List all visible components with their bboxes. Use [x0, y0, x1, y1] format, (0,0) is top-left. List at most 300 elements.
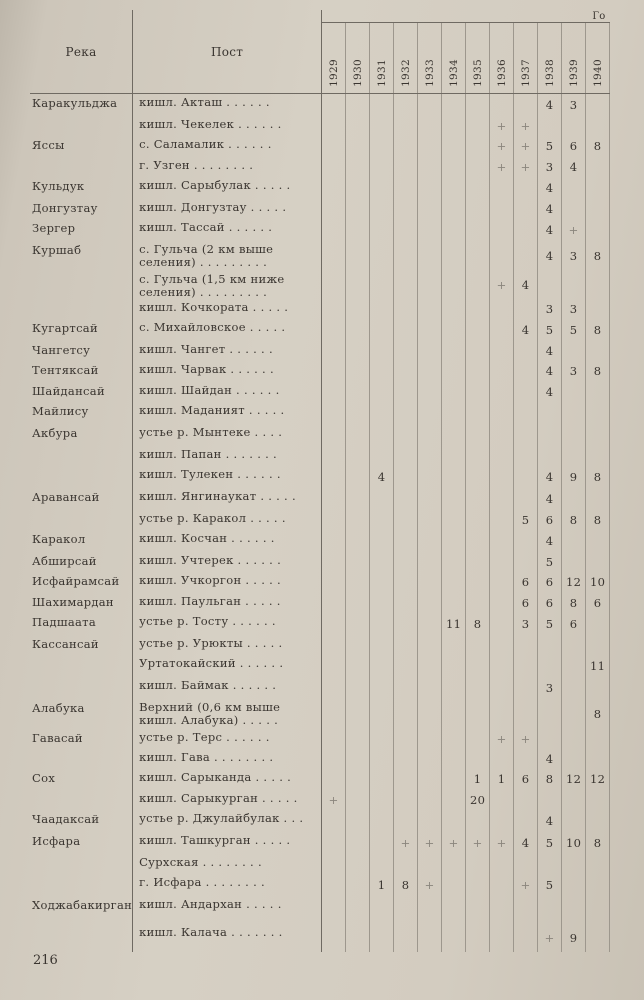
year-value-cell	[418, 382, 442, 402]
year-value-cell	[346, 874, 370, 896]
post-cell: кишл. Чарвак . . . . . .	[133, 361, 322, 382]
year-value-cell	[394, 924, 418, 952]
year-value-cell	[562, 341, 586, 361]
year-value-cell	[514, 177, 538, 199]
year-value-cell: 8	[586, 699, 610, 729]
year-value-cell	[442, 729, 466, 749]
year-value-cell	[490, 424, 514, 446]
table-body	[30, 94, 610, 952]
year-value-cell	[322, 530, 346, 552]
year-value-cell: 8	[586, 136, 610, 157]
year-value-cell	[514, 699, 538, 729]
year-value-cell: 6	[514, 769, 538, 790]
year-value-cell: 5	[538, 613, 562, 635]
year-value-cell: 1	[490, 769, 514, 790]
year-value-cell	[514, 488, 538, 510]
year-value-cell	[466, 677, 490, 699]
year-value-cell	[322, 446, 346, 466]
year-value-cell	[466, 552, 490, 572]
year-value-cell: 11	[586, 655, 610, 677]
year-value-cell	[370, 319, 394, 341]
table-row	[30, 382, 610, 402]
year-value-cell	[370, 382, 394, 402]
year-value-cell	[514, 299, 538, 319]
year-value-cell	[442, 402, 466, 424]
year-value-cell	[586, 896, 610, 924]
year-value-cell	[418, 790, 442, 810]
year-value-cell	[322, 157, 346, 177]
table-row	[30, 199, 610, 219]
year-value-cell	[442, 136, 466, 157]
table-row	[30, 319, 610, 341]
year-value-cell	[466, 361, 490, 382]
year-value-cell	[346, 424, 370, 446]
year-value-cell	[346, 854, 370, 874]
year-value-cell	[346, 677, 370, 699]
post-cell: кишл. Сарыкурган . . . . .	[133, 790, 322, 810]
year-value-cell	[514, 677, 538, 699]
year-value-cell	[394, 319, 418, 341]
year-value-cell	[370, 116, 394, 136]
page-number: 216	[33, 953, 58, 968]
year-value-cell	[538, 402, 562, 424]
year-value-cell	[490, 199, 514, 219]
year-value-cell	[418, 466, 442, 488]
year-value-cell	[346, 116, 370, 136]
year-value-cell: 9	[562, 466, 586, 488]
year-value-cell	[586, 271, 610, 299]
river-cell	[30, 677, 133, 699]
year-value-cell	[490, 655, 514, 677]
table-row	[30, 699, 610, 729]
year-value-cell	[538, 446, 562, 466]
table-row	[30, 729, 610, 749]
river-cell	[30, 299, 133, 319]
table-row	[30, 854, 610, 874]
year-value-cell: 4	[370, 466, 394, 488]
year-value-cell	[490, 896, 514, 924]
year-value-cell: 8	[586, 832, 610, 854]
year-value-cell	[442, 199, 466, 219]
year-value-cell	[466, 241, 490, 271]
post-cell: г. Исфара . . . . . . . .	[133, 874, 322, 896]
year-value-cell	[370, 299, 394, 319]
year-value-cell: 4	[514, 319, 538, 341]
year-value-cell	[346, 832, 370, 854]
year-value-cell	[442, 488, 466, 510]
observation-years-table	[30, 10, 610, 952]
year-value-cell	[322, 699, 346, 729]
year-value-cell	[322, 552, 346, 572]
year-value-cell: 4	[538, 530, 562, 552]
year-value-cell	[418, 593, 442, 613]
year-value-cell: 20	[466, 790, 490, 810]
year-value-cell	[322, 319, 346, 341]
river-cell	[30, 116, 133, 136]
year-value-cell	[418, 402, 442, 424]
year-value-cell	[586, 552, 610, 572]
river-cell: Шайдансай	[30, 382, 133, 402]
year-value-cell	[346, 94, 370, 116]
year-value-cell	[346, 510, 370, 530]
year-value-cell	[490, 874, 514, 896]
year-value-cell	[490, 699, 514, 729]
year-value-cell	[562, 854, 586, 874]
year-value-cell	[322, 854, 346, 874]
year-value-cell	[562, 402, 586, 424]
year-value-cell	[466, 810, 490, 832]
year-value-cell: 12	[562, 769, 586, 790]
year-value-cell	[394, 510, 418, 530]
year-value-cell: 6	[586, 593, 610, 613]
year-value-cell	[586, 530, 610, 552]
year-value-cell	[346, 136, 370, 157]
year-value-cell: 4	[514, 271, 538, 299]
year-value-cell	[586, 677, 610, 699]
year-value-cell	[538, 655, 562, 677]
year-value-cell: 8	[586, 361, 610, 382]
year-value-cell	[442, 593, 466, 613]
year-value-cell	[394, 488, 418, 510]
year-value-cell: 6	[538, 593, 562, 613]
table-row	[30, 136, 610, 157]
year-value-cell	[466, 699, 490, 729]
year-value-cell	[322, 199, 346, 219]
year-value-cell	[418, 341, 442, 361]
year-value-cell	[562, 271, 586, 299]
year-value-cell	[466, 466, 490, 488]
year-value-cell	[418, 854, 442, 874]
year-value-cell	[466, 729, 490, 749]
year-value-cell	[562, 635, 586, 655]
year-value-cell	[418, 677, 442, 699]
year-value-cell	[586, 790, 610, 810]
year-value-cell	[514, 924, 538, 952]
year-value-cell	[370, 361, 394, 382]
year-value-cell	[466, 341, 490, 361]
year-value-cell: 6	[514, 593, 538, 613]
year-value-cell	[562, 424, 586, 446]
year-value-cell	[394, 299, 418, 319]
year-value-cell: 5	[538, 874, 562, 896]
river-cell: Зергер	[30, 219, 133, 241]
year-value-cell	[562, 177, 586, 199]
year-value-cell	[586, 924, 610, 952]
year-value-cell	[418, 488, 442, 510]
year-value-cell	[370, 157, 394, 177]
year-value-cell	[490, 488, 514, 510]
year-value-cell	[418, 655, 442, 677]
river-cell: Абширсай	[30, 552, 133, 572]
year-value-cell: 5	[514, 510, 538, 530]
year-value-cell: 11	[442, 613, 466, 635]
year-value-cell	[418, 510, 442, 530]
river-cell: Алабука	[30, 699, 133, 729]
year-value-cell	[418, 271, 442, 299]
post-cell: кишл. Косчан . . . . . .	[133, 530, 322, 552]
year-value-cell	[586, 749, 610, 769]
year-value-cell	[418, 446, 442, 466]
year-value-cell	[466, 874, 490, 896]
year-value-cell	[442, 655, 466, 677]
post-cell: кишл. Донгузтау . . . . .	[133, 199, 322, 219]
year-value-cell: +	[538, 924, 562, 952]
year-value-cell	[466, 382, 490, 402]
year-value-cell	[490, 790, 514, 810]
year-value-cell	[442, 361, 466, 382]
year-value-cell	[442, 241, 466, 271]
year-value-cell: 5	[562, 319, 586, 341]
year-value-cell	[346, 177, 370, 199]
year-value-cell	[466, 319, 490, 341]
year-value-cell	[370, 677, 394, 699]
year-value-cell: 4	[562, 157, 586, 177]
post-cell: с. Гульча (2 км выше селения) . . . . . . . . .	[133, 241, 322, 271]
year-value-cell	[418, 749, 442, 769]
year-value-cell	[538, 790, 562, 810]
year-value-cell	[346, 896, 370, 924]
year-value-cell	[538, 424, 562, 446]
table-row	[30, 446, 610, 466]
post-cell: устье р. Тосту . . . . . .	[133, 613, 322, 635]
year-value-cell: 4	[538, 94, 562, 116]
year-value-cell	[346, 219, 370, 241]
post-cell: с. Саламалик . . . . . .	[133, 136, 322, 157]
year-value-cell	[394, 271, 418, 299]
year-value-cell	[394, 552, 418, 572]
year-value-cell	[514, 382, 538, 402]
year-value-cell	[394, 613, 418, 635]
year-value-cell	[346, 530, 370, 552]
year-value-cell	[514, 790, 538, 810]
year-value-cell	[370, 424, 394, 446]
column-header-year: 1939	[562, 23, 586, 94]
year-value-cell	[418, 424, 442, 446]
year-value-cell	[394, 382, 418, 402]
year-value-cell	[466, 94, 490, 116]
year-value-cell: +	[514, 729, 538, 749]
river-cell: Падшаата	[30, 613, 133, 635]
year-value-cell	[394, 466, 418, 488]
year-value-cell	[370, 749, 394, 769]
year-value-cell	[322, 729, 346, 749]
year-value-cell	[346, 769, 370, 790]
year-value-cell	[394, 896, 418, 924]
year-value-cell	[490, 854, 514, 874]
year-value-cell	[442, 677, 466, 699]
table-row	[30, 874, 610, 896]
year-value-cell	[586, 219, 610, 241]
year-value-cell	[394, 790, 418, 810]
year-value-cell: 8	[538, 769, 562, 790]
year-value-cell	[418, 810, 442, 832]
year-value-cell	[346, 729, 370, 749]
year-value-cell	[586, 94, 610, 116]
year-value-cell: 8	[586, 510, 610, 530]
year-value-cell	[586, 157, 610, 177]
year-value-cell: 8	[394, 874, 418, 896]
year-value-cell	[442, 319, 466, 341]
year-value-cell	[322, 177, 346, 199]
year-value-cell	[418, 116, 442, 136]
table-row	[30, 94, 610, 116]
year-value-cell	[514, 854, 538, 874]
table-row	[30, 424, 610, 446]
river-cell: Чаадаксай	[30, 810, 133, 832]
river-cell: Ходжабакирган	[30, 896, 133, 924]
year-value-cell	[514, 655, 538, 677]
year-value-cell	[562, 199, 586, 219]
year-value-cell	[370, 924, 394, 952]
column-header-year: 1930	[346, 23, 370, 94]
year-value-cell	[490, 635, 514, 655]
year-value-cell	[562, 874, 586, 896]
year-value-cell	[322, 341, 346, 361]
year-value-cell	[394, 219, 418, 241]
river-cell: Тентяксай	[30, 361, 133, 382]
column-header-year: 1929	[322, 23, 346, 94]
year-value-cell	[442, 530, 466, 552]
post-cell: устье р. Терс . . . . . .	[133, 729, 322, 749]
year-value-cell	[418, 924, 442, 952]
year-value-cell	[418, 729, 442, 749]
table-row	[30, 271, 610, 299]
year-value-cell	[490, 613, 514, 635]
year-value-cell	[322, 219, 346, 241]
table-row	[30, 361, 610, 382]
year-value-cell: 9	[562, 924, 586, 952]
year-value-cell: 3	[562, 241, 586, 271]
river-cell: Шахимардан	[30, 593, 133, 613]
year-value-cell	[346, 241, 370, 271]
river-cell: Кульдук	[30, 177, 133, 199]
post-cell: с. Гульча (1,5 км ниже селения) . . . . . . . . .	[133, 271, 322, 299]
year-value-cell	[514, 241, 538, 271]
year-value-cell: +	[418, 832, 442, 854]
post-cell: кишл. Калача . . . . . . .	[133, 924, 322, 952]
table-row	[30, 655, 610, 677]
year-value-cell: 1	[370, 874, 394, 896]
year-value-cell	[490, 530, 514, 552]
year-value-cell	[394, 810, 418, 832]
river-cell	[30, 749, 133, 769]
year-value-cell	[394, 769, 418, 790]
year-value-cell	[322, 116, 346, 136]
year-value-cell	[586, 341, 610, 361]
table-row	[30, 896, 610, 924]
year-value-cell	[562, 116, 586, 136]
year-value-cell	[514, 530, 538, 552]
post-cell: кишл. Сарыканда . . . . .	[133, 769, 322, 790]
post-cell: Сурхская . . . . . . . .	[133, 854, 322, 874]
year-value-cell	[418, 157, 442, 177]
year-value-cell	[442, 116, 466, 136]
year-value-cell: 12	[586, 769, 610, 790]
year-value-cell	[394, 854, 418, 874]
post-cell: кишл. Янгинаукат . . . . .	[133, 488, 322, 510]
year-value-cell: 4	[538, 199, 562, 219]
year-value-cell	[394, 361, 418, 382]
year-value-cell	[586, 810, 610, 832]
year-value-cell	[562, 749, 586, 769]
table-row	[30, 677, 610, 699]
column-header-year: 1932	[394, 23, 418, 94]
table-row	[30, 488, 610, 510]
table-row	[30, 810, 610, 832]
year-value-cell	[322, 635, 346, 655]
year-value-cell	[490, 361, 514, 382]
table-row	[30, 924, 610, 952]
year-value-cell	[346, 655, 370, 677]
year-value-cell	[370, 810, 394, 832]
year-value-cell	[514, 361, 538, 382]
year-value-cell	[322, 510, 346, 530]
year-value-cell	[346, 446, 370, 466]
table-row	[30, 341, 610, 361]
year-value-cell: 4	[538, 219, 562, 241]
year-value-cell	[370, 854, 394, 874]
year-value-cell: 5	[538, 552, 562, 572]
year-value-cell	[466, 177, 490, 199]
year-value-cell	[466, 854, 490, 874]
year-value-cell	[538, 635, 562, 655]
post-cell: кишл. Гава . . . . . . . .	[133, 749, 322, 769]
year-value-cell	[490, 219, 514, 241]
year-value-cell	[394, 341, 418, 361]
year-value-cell	[442, 924, 466, 952]
year-value-cell	[490, 402, 514, 424]
year-value-cell	[322, 874, 346, 896]
year-value-cell	[418, 635, 442, 655]
year-value-cell	[322, 572, 346, 593]
river-cell	[30, 510, 133, 530]
year-value-cell: +	[514, 136, 538, 157]
river-cell	[30, 874, 133, 896]
year-value-cell	[418, 699, 442, 729]
year-value-cell	[586, 177, 610, 199]
post-cell: кишл. Акташ . . . . . .	[133, 94, 322, 116]
river-cell: Исфайрамсай	[30, 572, 133, 593]
year-value-cell: 6	[538, 572, 562, 593]
year-value-cell	[442, 341, 466, 361]
year-value-cell: 4	[538, 341, 562, 361]
year-value-cell	[442, 157, 466, 177]
year-value-cell	[418, 769, 442, 790]
year-value-cell	[370, 635, 394, 655]
year-value-cell	[346, 635, 370, 655]
year-value-cell	[562, 810, 586, 832]
year-value-cell: 6	[562, 613, 586, 635]
year-value-cell	[466, 424, 490, 446]
year-value-cell	[490, 572, 514, 593]
year-value-cell	[466, 593, 490, 613]
post-cell: устье р. Урюкты . . . . .	[133, 635, 322, 655]
year-value-cell	[442, 271, 466, 299]
table-row	[30, 790, 610, 810]
year-value-cell	[394, 635, 418, 655]
year-value-cell: 12	[562, 572, 586, 593]
post-cell: кишл. Паульган . . . . .	[133, 593, 322, 613]
post-cell: кишл. Ташкурган . . . . .	[133, 832, 322, 854]
year-value-cell	[538, 854, 562, 874]
post-cell: г. Узген . . . . . . . .	[133, 157, 322, 177]
year-value-cell	[442, 790, 466, 810]
river-cell: Акбура	[30, 424, 133, 446]
year-value-cell	[490, 446, 514, 466]
year-value-cell	[418, 319, 442, 341]
year-value-cell	[418, 199, 442, 219]
year-value-cell	[466, 136, 490, 157]
